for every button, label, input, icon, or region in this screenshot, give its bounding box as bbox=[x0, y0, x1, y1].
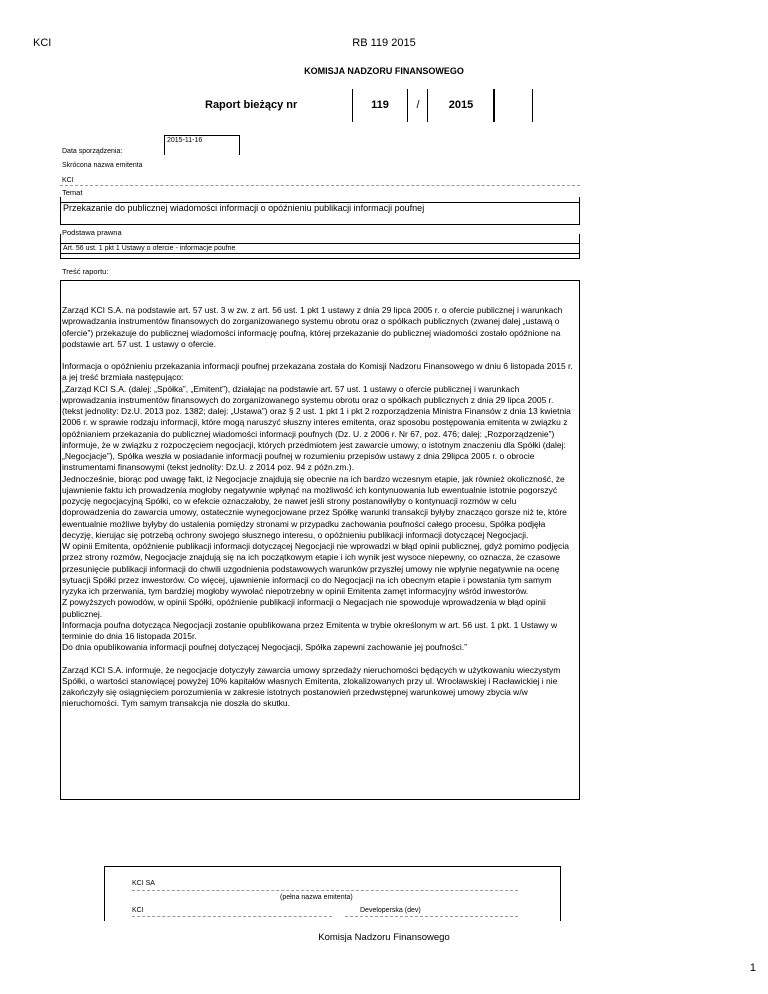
report-empty-cell bbox=[493, 89, 533, 122]
report-year: 2015 bbox=[427, 89, 495, 122]
topic-value: Przekazanie do publicznej wiadomości informacji o opóźnieniu publikacji informacji poufnej bbox=[61, 202, 579, 213]
authority-title: KOMISJA NADZORU FINANSOWEGO bbox=[304, 66, 464, 76]
footer-issuer-short: KCI bbox=[132, 907, 144, 914]
footer-sector: Developerska (dev) bbox=[360, 907, 421, 914]
footer-issuer-full-label: (pełna nazwa emitenta) bbox=[280, 894, 353, 901]
header-report-id: RB 119 2015 bbox=[352, 37, 416, 49]
divider bbox=[60, 185, 580, 186]
topic-box bbox=[60, 197, 580, 225]
content-paragraph: Zarząd KCI S.A. na podstawie art. 57 ust. 3 w zw. z art. 56 ust. 1 pkt 1 ustawy z dnia 29 lipca 2005 r. o ofercie publicznej i warunkach wprowadzania instrumentów finansowych do zorganizowanego systemu obrotu oraz o spółkach publicznych (zwanej dalej „ustawą o ofercie”) przekazuje do publicznej wiadomości informację poufną, której przekazanie do publicznej wiadomości zostało opóźnione na podstawie art. 57 ust. 1 ustawy o ofercie. bbox=[62, 305, 563, 349]
footer-divider bbox=[104, 866, 560, 867]
footer-issuer-full: KCI SA bbox=[132, 880, 155, 887]
date-label: Data sporządzenia: bbox=[62, 148, 123, 155]
report-content bbox=[62, 305, 574, 721]
topic-label: Temat bbox=[62, 188, 83, 197]
content-label: Treść raportu: bbox=[62, 267, 109, 276]
footer-dash bbox=[132, 890, 518, 891]
legal-basis-value: Art. 56 ust. 1 pkt 1 Ustawy o ofercie - informacje poufne bbox=[61, 243, 579, 254]
issuer-short-value: KCI bbox=[62, 177, 74, 184]
date-value: 2015-11-16 bbox=[164, 135, 240, 155]
legal-basis-box bbox=[60, 234, 580, 259]
issuer-short-label: Skrócona nazwa emitenta bbox=[62, 162, 143, 169]
report-label: Raport bieżący nr bbox=[205, 99, 298, 111]
report-number: 119 bbox=[352, 89, 408, 122]
content-paragraph: Zarząd KCI S.A. informuje, że negocjacje dotyczyły zawarcia umowy sprzedaży nieruchomości będących w użytkowaniu wieczystym Spółki, o wartości stanowiącej powyżej 10% kapitałów własnych Emitenta, zlokalizowanych przy ul. Wrocławskiej i Racławickiej i nie zakończyły się osiągnięciem porozumienia w zakresie istotnych postanowień przedwstępnej warunkowej umowy zbycia w/w nieruchomości. Tym samym transakcja nie doszła do skutku. bbox=[62, 664, 561, 709]
page-number: 1 bbox=[749, 962, 756, 974]
footer-border-left bbox=[104, 866, 105, 921]
footer-border-right bbox=[560, 866, 561, 921]
header-issuer: KCI bbox=[33, 37, 52, 49]
report-separator: / bbox=[416, 99, 420, 111]
content-paragraph: Informacja o opóźnieniu przekazania informacji poufnej przekazana została do Komisji Nadzoru Finansowego w dniu 6 listopada 2015 r. a jej treść brzmiała następująco: „Zarząd KCI S.A. (dalej: „Spółka”, „Emitent”), działając na podstawie art. 57 ust. 1 ustawy o ofercie publicznej i warunkach wprowadzania instrumentów finansowych do zorganizowanego systemu obrotu oraz o spółkach publicznych z dnia 29 lipca 2005 r. (tekst jednolity: Dz.U. 2013 poz. 1382; dalej: „Ustawa”) oraz § 2 ust. 1 pkt 1 i pkt 2 rozporządzenia Ministra Finansów z dnia 13 kwietnia 2006 r. w sprawie rodzaju informacji, które mogą naruszyć słuszny interes emitenta, oraz sposobu postępowania emitenta w związku z opóźnianiem przekazania do publicznej wiadomości informacji poufnych (Dz. U. z 2006 r. Nr 67, poz. 476; dalej: „Rozporządzenie”) informuje, że w związku z rozpoczęciem negocjacji, których przedmiotem jest zawarcie umowy, o istotnym znaczeniu dla Spółki (dalej: „Negocjacje”), Spółka weszła w posiadanie informacji poufnej w rozumieniu przepisów ustawy z dnia 29lipca 2005 r. o obrocie instrumentami finansowymi (tekst jednolity: Dz.U. z 2014 poz. 94 z późn.zm.). Jednocześnie, biorąc pod uwagę fakt, iż Negocjacje znajdują się obecnie na ich bardzo wczesnym etapie, jak również okoliczność, że ujawnienie faktu ich prowadzenia mogłoby negatywnie wpłynąć na możliwość ich kontynuowania lub ewentualnie istotnie pogorszyć pozycję negocjacyjną Spółki, co w efekcie oznaczałoby, że nawet jeśli strony postanowiłyby o kontynuacji rozmów w celu doprowadzenia do zawarcia umowy, ostatecznie wynegocjowane przez Spółkę warunki transakcji byłyby znacząco gorsze niż te, które ewentualnie możliwe byłyby do ustalenia pomiędzy stronami w przypadku zachowania poufności całego procesu, Spółka podjęła decyzję, kierując się potrzebą ochrony swojego słusznego interesu, o opóźnieniu publikacji informacji dotyczącej Negocjacji. W opinii Emitenta, opóźnienie publikacji informacji dotyczącej Negocjacji nie wprowadzi w błąd opinii publicznej, gdyż pomimo podjęcia przez strony rozmów, Negocjacje znajdują się na ich początkowym etapie i ich wynik jest wysoce niepewny, co oznacza, że czasowe przesunięcie publikacji informacji do chwili uzgodnienia podstawowych warunków przyszłej umowy nie wpłynie negatywnie na ocenę sytuacji Spółki przez inwestorów. Co więcej, ujawnienie informacji co do Negocjacji na ich obecnym etapie i powstania tym samym ryzyka ich przerwania, tym bardziej mogłoby wywołać niepotrzebny w opinii Emitenta zamęt informacyjny wśród inwestorów. Z powyższych powodów, w opinii Spółki, opóźnienie publikacji informacji o Negacjach nie spowoduje wprowadzenia w błąd opinii publicznej. Informacja poufna dotycząca Negocjacji zostanie opublikowana przez Emitenta w trybie określonym w art. 56 ust. 1 pkt. 1 Ustawy w terminie do dnia 16 listopada 2015r. Do dnia opublikowania informacji poufnej dotyczącej Negocjacji, Spółka zapewni zachowanie jej poufności.” bbox=[62, 361, 573, 653]
footer-dash bbox=[345, 916, 518, 917]
footer-dash bbox=[132, 916, 332, 917]
legal-basis-label: Podstawa prawna bbox=[62, 228, 122, 237]
footer-authority: Komisja Nadzoru Finansowego bbox=[318, 932, 450, 943]
